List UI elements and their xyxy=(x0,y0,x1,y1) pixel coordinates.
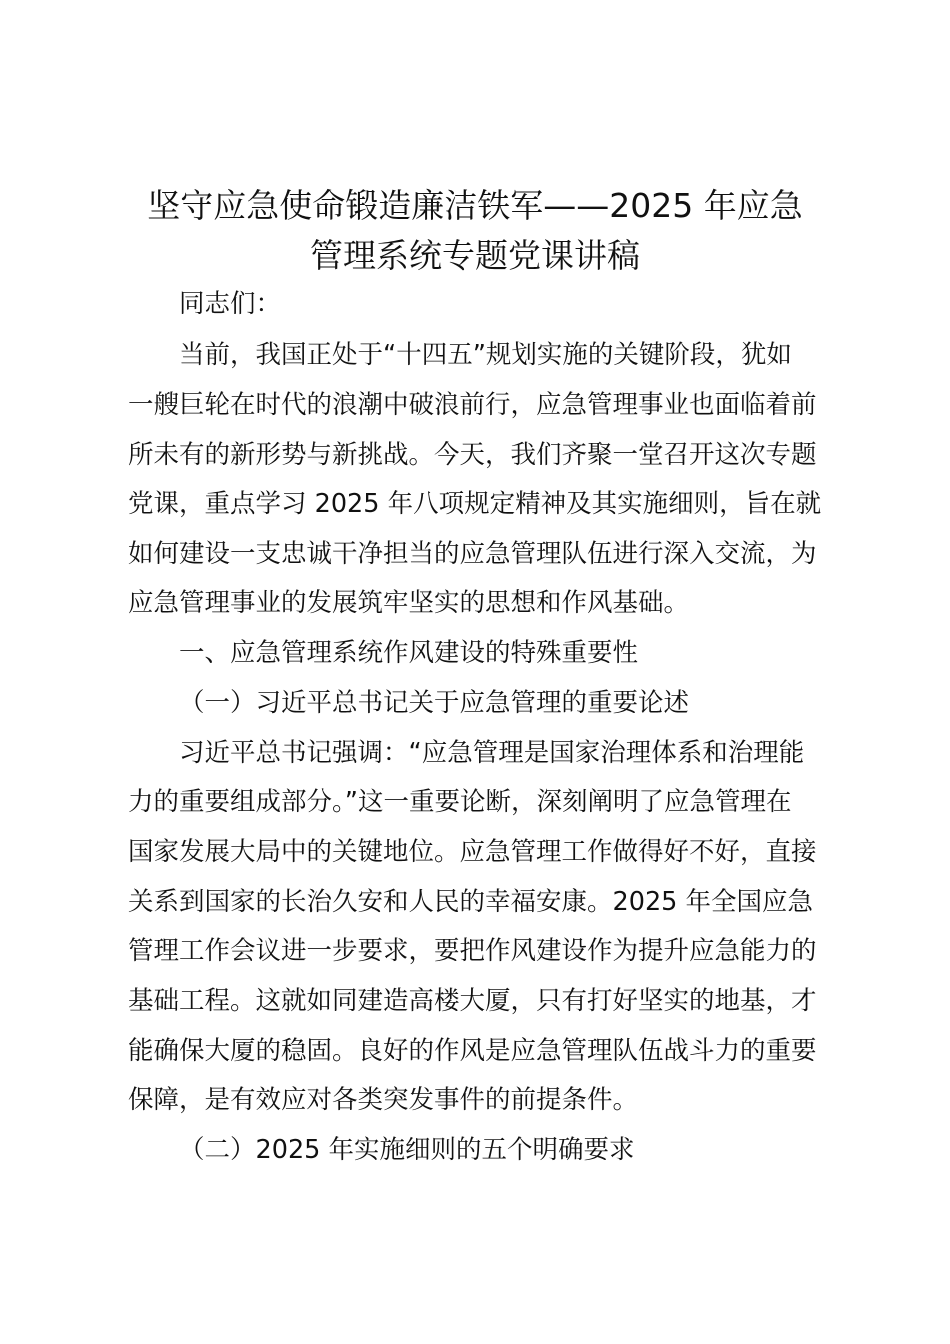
paragraph-1-line: 所未有的新形势与新挑战。今天，我们齐聚一堂召开这次专题 xyxy=(128,440,817,470)
paragraph-2-line: 管理工作会议进一步要求，要把作风建设作为提升应急能力的 xyxy=(128,936,817,966)
subsection-heading-2: （二）2025 年实施细则的五个明确要求 xyxy=(179,1135,635,1165)
paragraph-2-line: 保障，是有效应对各类突发事件的前提条件。 xyxy=(128,1085,639,1115)
document-title-line-1: 坚守应急使命锻造廉洁铁军——2025 年应急 xyxy=(147,186,803,225)
paragraph-2-line: 基础工程。这就如同建造高楼大厦，只有打好坚实的地基，才 xyxy=(128,986,817,1016)
paragraph-1-line: 应急管理事业的发展筑牢坚实的思想和作风基础。 xyxy=(128,588,690,618)
document-title-line-2: 管理系统专题党课讲稿 xyxy=(310,236,640,275)
paragraph-2-line: 力的重要组成部分。”这一重要论断，深刻阐明了应急管理在 xyxy=(128,787,792,817)
paragraph-2-line: 国家发展大局中的关键地位。应急管理工作做得好不好，直接 xyxy=(128,837,817,867)
section-heading-1: 一、应急管理系统作风建设的特殊重要性 xyxy=(179,638,639,668)
salutation: 同志们： xyxy=(179,289,282,319)
paragraph-2-line: 关系到国家的长治久安和人民的幸福安康。2025 年全国应急 xyxy=(128,887,814,917)
paragraph-1-line: 一艘巨轮在时代的浪潮中破浪前行，应急管理事业也面临着前 xyxy=(128,390,817,420)
paragraph-1-line: 党课，重点学习 2025 年八项规定精神及其实施细则，旨在就 xyxy=(128,489,822,519)
paragraph-1-line: 如何建设一支忠诚干净担当的应急管理队伍进行深入交流，为 xyxy=(128,539,817,569)
subsection-heading-1: （一）习近平总书记关于应急管理的重要论述 xyxy=(179,688,690,718)
paragraph-2-line: 习近平总书记强调：“应急管理是国家治理体系和治理能 xyxy=(179,738,805,768)
paragraph-1-line: 当前，我国正处于“十四五”规划实施的关键阶段，犹如 xyxy=(179,340,792,370)
paragraph-2-line: 能确保大厦的稳固。良好的作风是应急管理队伍战斗力的重要 xyxy=(128,1036,817,1066)
